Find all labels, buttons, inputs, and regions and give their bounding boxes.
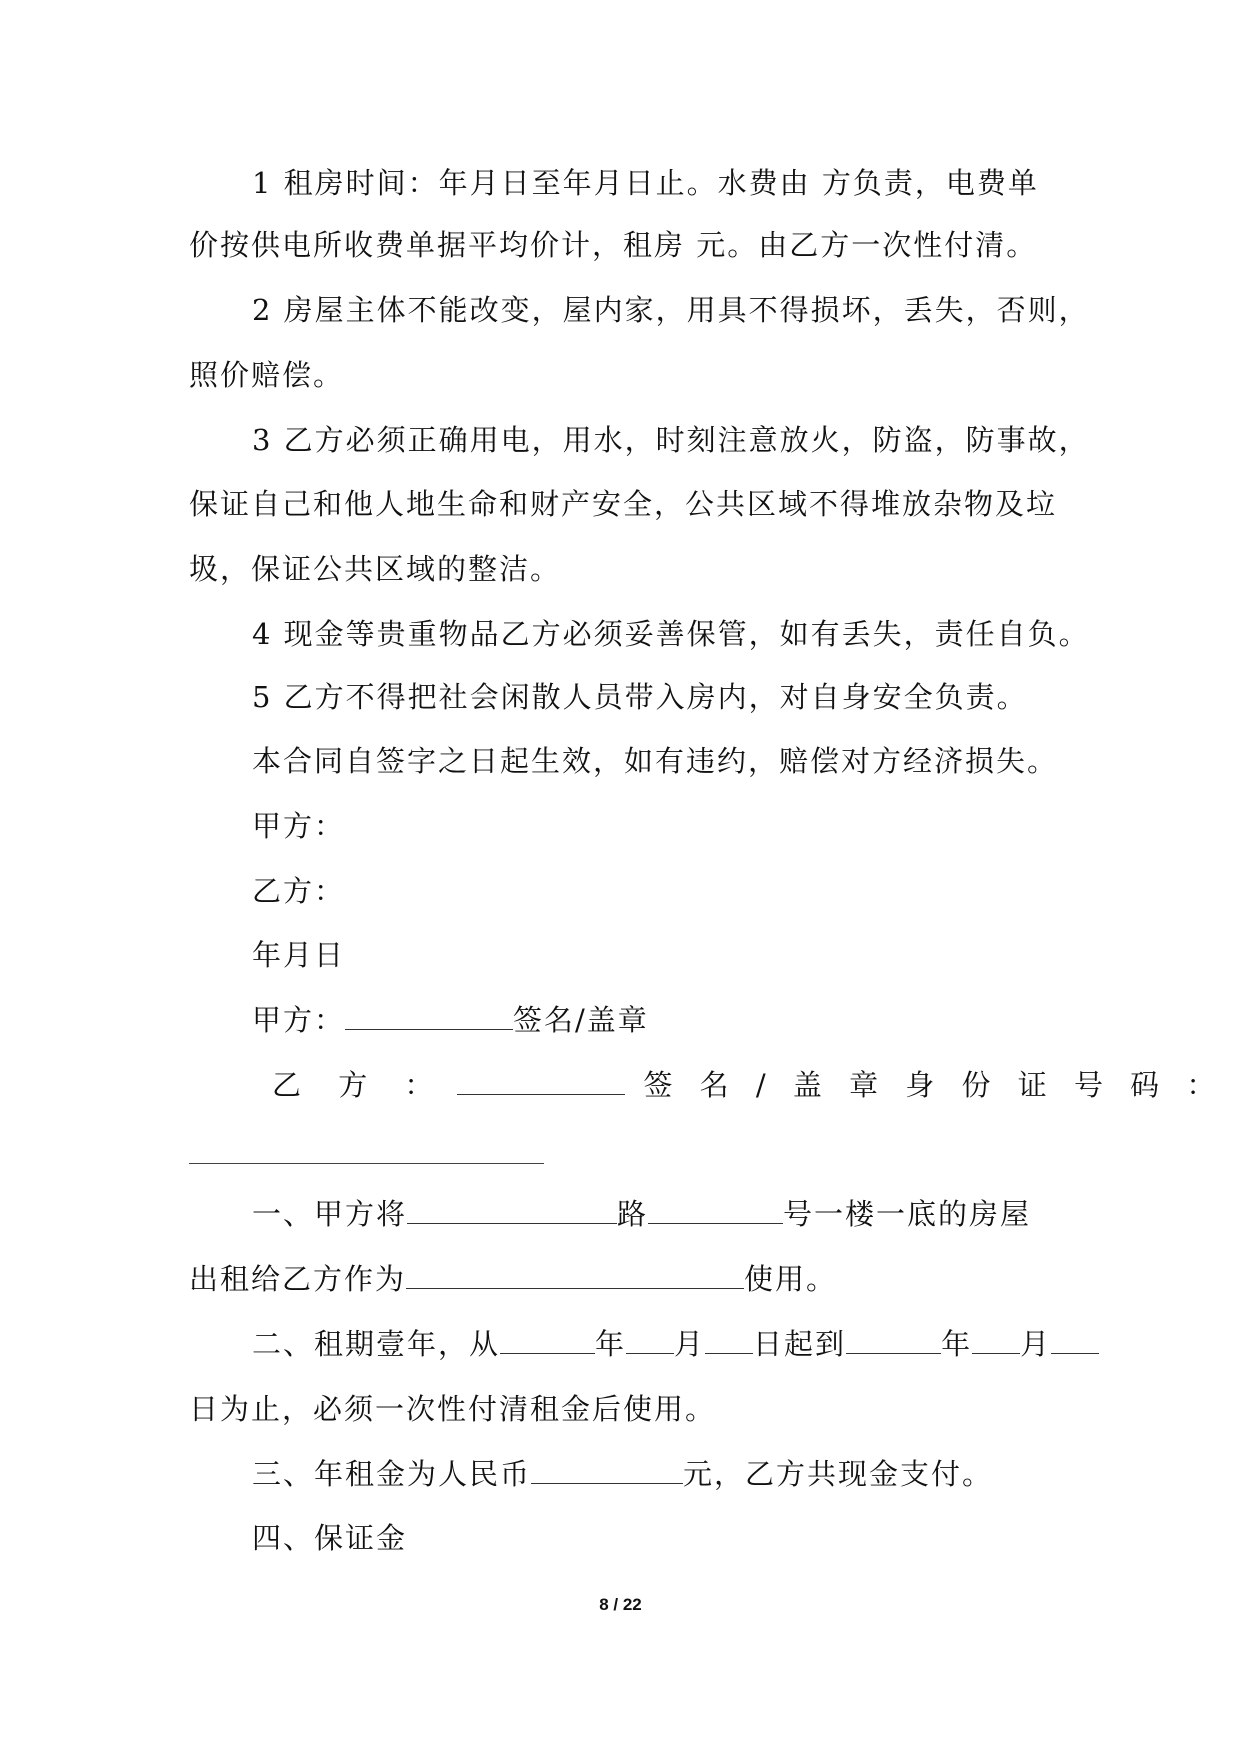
clause-2-line-2: 照价赔偿。: [189, 358, 345, 392]
party-b-sign-suffix: 签 名 / 盖 章 身 份 证 号 码 ：: [643, 1068, 1225, 1102]
clause-3-line-2: 保证自己和他人地生命和财产安全，公共区域不得堆放杂物及垃: [189, 487, 1058, 521]
end-day-blank: [1051, 1327, 1099, 1354]
clause-text: 使用。: [744, 1262, 838, 1296]
contract-clause-2-line-2: 日为止，必须一次性付清租金后使用。: [189, 1392, 717, 1426]
contract-clause-1-line-2: [189, 1259, 837, 1299]
party-b-sign-label: 乙 方 ：: [272, 1068, 448, 1102]
clause-text: 一、甲方将: [252, 1197, 408, 1231]
party-a-label: 甲方：: [252, 809, 346, 843]
number-blank: [648, 1197, 783, 1224]
date-label: 年月日: [252, 938, 346, 972]
clause-1-line-2: 价按供电所收费单据平均价计，租房 元。由乙方一次性付清。: [189, 228, 1038, 262]
party-a-sign-label: 甲方：: [252, 1003, 346, 1037]
clause-text: 元，乙方共现金支付。: [683, 1457, 994, 1491]
end-year-blank: [846, 1327, 941, 1354]
party-b-signature-line: [272, 1065, 1224, 1105]
clause-1-line-1: 1 租房时间：年月日至年月日止。水费由 方负责，电费单: [252, 166, 1039, 200]
clause-text: 二、租期壹年，从: [252, 1327, 501, 1361]
party-a-signature-line: [252, 1000, 649, 1040]
clause-text: 月: [674, 1327, 706, 1361]
contract-clause-4: 四、保证金: [252, 1521, 408, 1555]
clause-text: 月: [1020, 1327, 1052, 1361]
clause-text: 日起到: [753, 1327, 847, 1361]
contract-clause-1-line-1: [252, 1194, 1031, 1234]
clause-text: 三、年租金为人民币: [252, 1457, 532, 1491]
start-year-blank: [500, 1327, 595, 1354]
clause-3-line-3: 圾，保证公共区域的整洁。: [189, 552, 562, 586]
party-b-sign-blank: [457, 1068, 625, 1095]
contract-clause-2-line-1: [252, 1324, 1099, 1364]
clause-3-line-1: 3 乙方必须正确用电，用水，时刻注意放火，防盗，防事故，: [252, 423, 1090, 457]
page-number: 8 / 22: [599, 1595, 642, 1614]
rent-amount-blank: [531, 1457, 683, 1484]
id-number-blank: [189, 1163, 544, 1164]
effective-clause: 本合同自签字之日起生效，如有违约，赔偿对方经济损失。: [252, 744, 1059, 778]
road-blank: [407, 1197, 617, 1224]
usage-blank: [406, 1262, 744, 1289]
clause-text: 年: [941, 1327, 973, 1361]
clause-5: 5 乙方不得把社会闲散人员带入房内，对自身安全负责。: [252, 680, 1028, 714]
contract-clause-3: [252, 1454, 993, 1494]
party-a-sign-blank: [345, 1003, 513, 1030]
clause-text: 出租给乙方作为: [189, 1262, 407, 1296]
clause-text: 号一楼一底的房屋: [783, 1197, 1032, 1231]
party-a-sign-suffix: 签名/盖章: [513, 1003, 649, 1037]
clause-text: 路: [617, 1197, 649, 1231]
clause-2-line-1: 2 房屋主体不能改变，屋内家，用具不得损坏，丢失，否则，: [252, 293, 1090, 327]
start-day-blank: [705, 1327, 753, 1354]
end-month-blank: [972, 1327, 1020, 1354]
party-b-label: 乙方：: [252, 874, 346, 908]
start-month-blank: [626, 1327, 674, 1354]
clause-4: 4 现金等贵重物品乙方必须妥善保管，如有丢失，责任自负。: [252, 617, 1090, 651]
clause-text: 年: [595, 1327, 627, 1361]
